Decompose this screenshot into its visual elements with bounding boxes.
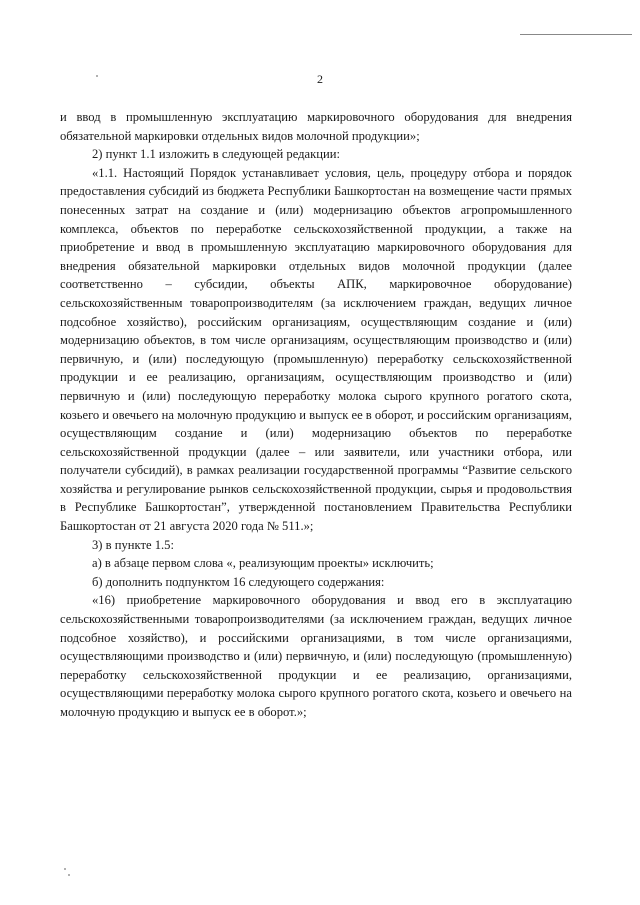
scan-speck (64, 868, 66, 870)
page-number: 2 (317, 72, 323, 86)
paragraph-item-3: 3) в пункте 1.5: (92, 537, 174, 552)
document-body (60, 108, 572, 722)
paragraph-subitem-a: а) в абзаце первом слова «, реализующим проекты» исключить; (92, 556, 434, 571)
paragraph-continuation: и ввод в промышленную эксплуатацию маркировочного оборудования для внедрения обязательной маркировки отдельных видов молочной продукции»; (60, 110, 572, 143)
paragraph-subpoint-16: «16) приобретение маркировочного оборудования и ввод его в эксплуатацию сельскохозяйственными товаропроизводителями (за исключением граждан, ведущих личное подсобное хозяйство), и российскими организациями, в том числе организациями, осуществляющими производство и (или) первичную, и (или) последующую (промышленную) переработку сельскохозяйственной продукции и ее реализацию, организациями, осуществляющими переработку молока сырого крупного рогатого скота, козьего и овечьего на молочную продукцию и выпуск ее в оборот.»; (60, 593, 572, 719)
scan-speck (68, 874, 70, 876)
scan-edge-line (520, 34, 632, 35)
paragraph-clause-1-1: «1.1. Настоящий Порядок устанавливает условия, цель, процедуру отбора и порядок предоставления субсидий из бюджета Республики Башкортостан на возмещение части прямых понесенных затрат на создание и (или) модернизацию объектов агропромышленного комплекса, объектов по переработке сельскохозяйственной продукции, а также на приобретение и ввод в промышленную эксплуатацию маркировочного оборудования для внедрения обязательной маркировки отдельных видов молочной продукции (далее соответственно – субсидии, объекты АПК, маркировочное оборудование) сельскохозяйственным товаропроизводителям (за исключением граждан, ведущих личное подсобное хозяйство), российским организациям, осуществляющим создание и (или) модернизацию объектов, в том числе организациям, осуществляющим производство и (или) первичную, и (или) последующую (промышленную) переработку сельскохозяйственной продукции и ее реализацию, организациям, осуществляющим производство и (или) первичную и (или) последующую переработку молока сырого крупного рогатого скота, козьего и овечьего на молочную продукцию и выпуск ее в оборот, и российским организациям, осуществляющим создание и (или) модернизацию объектов по переработке сельскохозяйственной продукции (далее – или заявители, или участники отбора, или получатели субсидий), в рамках реализации государственной программы “Развитие сельского хозяйства и регулирование рынков сельскохозяйственной продукции, сырья и продовольствия в Республике Башкортостан”, утвержденной постановлением Правительства Республики Башкортостан от 21 августа 2020 года № 511.»; (60, 165, 572, 534)
paragraph-item-2: 2) пункт 1.1 изложить в следующей редакции: (92, 147, 340, 162)
paragraph-subitem-b: б) дополнить подпунктом 16 следующего содержания: (92, 574, 385, 589)
scan-speck (96, 75, 98, 77)
